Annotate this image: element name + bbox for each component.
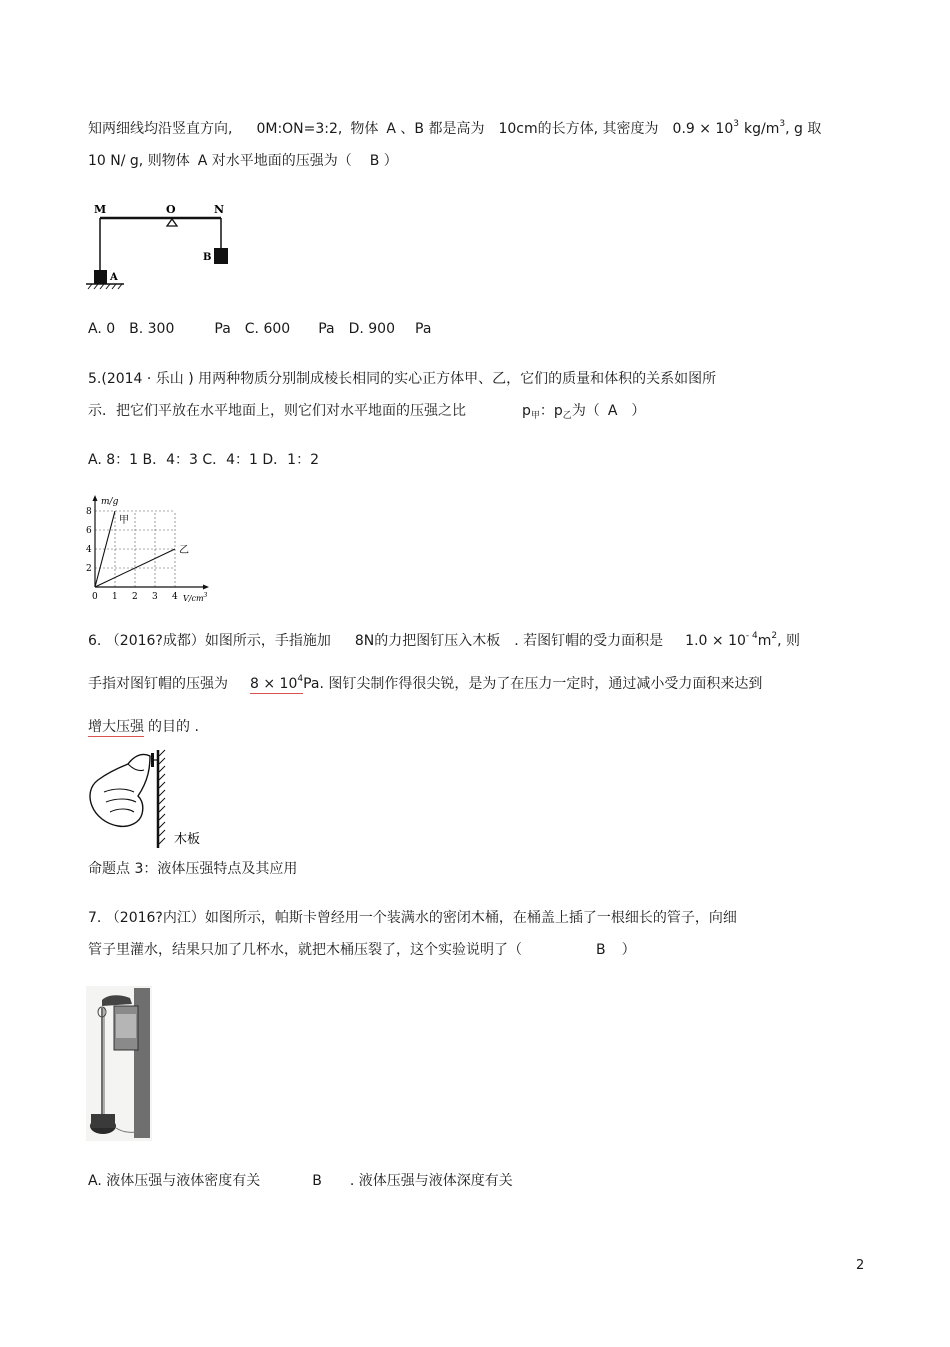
option-a: A. 0: [88, 321, 116, 337]
x-axis-label-text: V/cm: [183, 594, 204, 603]
unit-pa: Pa: [318, 321, 335, 337]
q4-answer: B ）: [369, 153, 398, 169]
q6-answer-value: 8 × 10: [250, 676, 298, 692]
q4-ratio: 0M:ON=3:2,: [256, 121, 343, 137]
q5-text: ）: [631, 403, 646, 419]
label-b: B: [203, 252, 212, 263]
q7-line2: [88, 941, 636, 959]
thumbtack-head: [151, 753, 154, 767]
q6-line2: [88, 675, 762, 695]
q6-text: Pa. 图钉尖制作得很尖锐，是为了在压力一定时，通过减小受力面积来达到: [303, 676, 763, 692]
x-axis-label-sup: 3: [203, 592, 208, 599]
y-axis-label: m/g: [101, 497, 119, 507]
label-o: O: [166, 203, 176, 216]
label-n: N: [214, 203, 225, 216]
q6-text: 手指对图钉帽的压强为: [88, 676, 228, 692]
q5-line1: 5.(2014 · 乐山 ) 用两种物质分别制成棱长相同的实心正方体甲、乙，它们的质量和体积的关系如图所: [88, 371, 717, 387]
q4-text: 10 N/ g, 则物体: [88, 153, 190, 169]
q4-density: 0.9 × 10: [672, 121, 734, 137]
q6-line3: [88, 718, 199, 736]
q5-p: ：p: [539, 403, 563, 419]
window: [116, 1014, 136, 1038]
q4-text: 10cm的长方体: [498, 121, 594, 137]
q4-text: A 、B 都是高为: [386, 121, 485, 137]
q6-unit: m: [757, 633, 772, 649]
x-tick-label: 2: [132, 592, 138, 602]
x-tick-label: 4: [172, 592, 178, 602]
pascal-barrel-figure: [86, 986, 152, 1141]
q4-text: , g 取: [785, 121, 822, 137]
unit-pa: Pa: [214, 321, 231, 337]
hand: [90, 754, 150, 826]
y-tick-label: 6: [86, 526, 92, 536]
finger-lines: [104, 789, 136, 812]
x-axis-arrow: [203, 585, 209, 590]
q5-p: p: [522, 403, 531, 419]
option-b-letter: B: [312, 1173, 322, 1189]
x-axis-label: [183, 592, 208, 603]
q7-text: ）: [621, 942, 636, 958]
lever-figure: [84, 198, 244, 293]
q6-answer-pressure: [250, 676, 303, 694]
q4-text: 知两细线均沿竖直方向,: [88, 121, 233, 137]
x-tick-label: 1: [112, 592, 118, 602]
q6-sup: - 4: [745, 631, 758, 641]
q6-area: 1.0 × 10: [685, 633, 746, 649]
series-label-2: 乙: [179, 545, 189, 556]
q6-sup: 4: [297, 674, 304, 684]
y-axis-arrow: [93, 495, 98, 501]
q7-line1: 7. （2016?内江）如图所示，帕斯卡曾经用一个装满水的密闭木桶，在桶盖上插了一根细长的管子，向细: [88, 910, 737, 926]
option-b: B. 300: [129, 321, 175, 337]
option-d: D. 900: [348, 321, 395, 337]
q4-text: , 其密度为: [593, 121, 659, 137]
q4-sup: 3: [779, 119, 786, 129]
board-label: 木板: [174, 832, 201, 847]
q6-answer-purpose: 增大压强: [88, 719, 144, 735]
q4-text: A 对水平地面的压强为（: [197, 153, 352, 169]
q7-text: 管子里灌水，结果只加了几杯水，就把木桶压裂了，这个实验说明了（: [88, 942, 522, 958]
q4-options: [88, 320, 431, 338]
y-tick-label: 8: [86, 507, 92, 517]
q5-text: 为（: [571, 403, 600, 419]
barrel-body: [91, 1114, 115, 1128]
thumb-line: [128, 764, 144, 771]
fulcrum: [167, 219, 177, 226]
q5-sub: 乙: [562, 411, 572, 421]
page-number: 2: [856, 1258, 865, 1273]
q7-options: [88, 1172, 513, 1190]
unit-pa: Pa: [415, 321, 432, 337]
label-a: A: [110, 272, 118, 283]
chart-axes: [93, 495, 210, 590]
q7-answer: B: [596, 942, 606, 958]
q5-answer: A: [607, 403, 618, 419]
q5-sub: 甲: [530, 411, 540, 421]
series-label-1: 甲: [119, 515, 129, 526]
q6-sup: 2: [771, 631, 778, 641]
label-m: M: [94, 203, 107, 216]
y-tick-label: 2: [86, 564, 92, 574]
q5-text: 示．把它们平放在水平地面上，则它们对水平地面的压强之比: [88, 403, 466, 419]
y-tick-label: 4: [86, 545, 92, 555]
thumbtack-figure: [84, 748, 214, 852]
chart-grid: [95, 511, 175, 587]
option-b: . 液体压强与液体深度有关: [349, 1173, 513, 1189]
board-hatch: [159, 750, 165, 844]
x-tick-label: 3: [152, 592, 158, 602]
option-a: A. 液体压强与液体密度有关: [88, 1173, 261, 1189]
q6-line1: [88, 632, 800, 652]
q6-text: , 则: [777, 633, 801, 649]
q5-line2: [88, 402, 645, 422]
q4-text: 物体: [350, 121, 379, 137]
mass-volume-chart: [84, 494, 224, 606]
option-c: C. 600: [244, 321, 291, 337]
q4-sup: 3: [733, 119, 739, 129]
q6-text: 的目的 .: [148, 719, 199, 735]
q4-unit: kg/m: [743, 121, 780, 137]
q4-line2: [88, 152, 398, 170]
q5-options: A. 8：1 B．4：3 C．4：1 D．1：2: [88, 452, 319, 468]
block-a: [94, 270, 107, 284]
x-tick-label: 0: [92, 592, 98, 602]
q6-text: . 若图钉帽的受力面积是: [514, 633, 664, 649]
q6-text: 8N的力把图钉压入木板: [354, 633, 501, 649]
q6-text: 6. （2016?成都）如图所示，手指施加: [88, 633, 331, 649]
section-heading: 命题点 3：液体压强特点及其应用: [88, 861, 298, 877]
q4-line1: [88, 120, 821, 140]
block-b: [214, 248, 228, 264]
